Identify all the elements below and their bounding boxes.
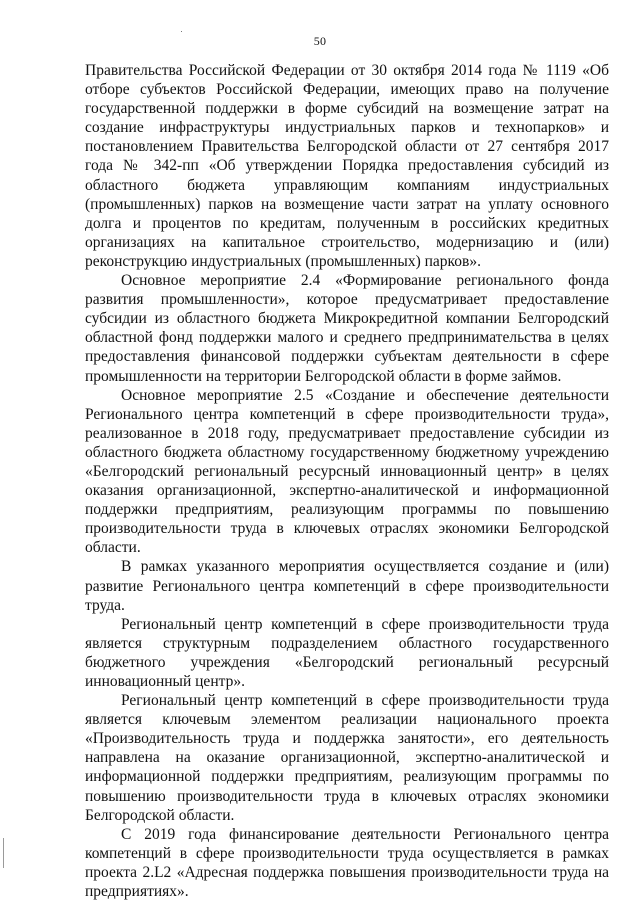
paragraph-center-status: Региональный центр компетенций в сфере производительности труда является структурным подразделением областного государственного бюджетного учреждения «Белгородский региональный ресурсный инновационный центр». bbox=[85, 615, 609, 690]
scan-edge-mark bbox=[3, 838, 4, 868]
document-body bbox=[85, 61, 609, 901]
paragraph-center-role: Региональный центр компетенций в сфере производительности труда является ключевым элементом реализации национального проекта «Производительность труда и поддержка занятости», его деятельность направлена на оказание организационной, экспертно-аналитической и информационной поддержки предприятиям, реализующим программы по повышению производительности труда в ключевых отраслях экономики Белгородской области. bbox=[85, 692, 609, 824]
paragraph-financing-2019: С 2019 года финансирование деятельности Регионального центра компетенций в сфере производительности труда осуществляется в рамках проекта 2.L2 «Адресная поддержка повышения производительности труда на предприятиях». bbox=[85, 825, 609, 901]
paragraph-measure-2-4: Основное мероприятие 2.4 «Формирование регионального фонда развития промышленности», которое предусматривает предоставление субсидии из областного бюджета Микрокредитной компании Белгородский областной фонд поддержки малого и среднего предпринимательства в целях предоставления финансовой поддержки субъектам деятельности в сфере промышленности на территории Белгородской области в форме займов. bbox=[85, 272, 609, 385]
paragraph-continuation: Правительства Российской Федерации от 30 октября 2014 года № 1119 «Об отборе субъектов Российской Федерации, имеющих право на получение государственной поддержки в форме субсидий на возмещение затрат на создание инфраструктуры индустриальных парков и технопарков» и постановлением Правительства Белгородской области от 27 сентября 2017 года № 342-пп «Об утверждении Порядка предоставления субсидий из областного бюджета управляющим компаниям индустриальных (промышленных) парков на возмещение части затрат на уплату основного долга и процентов по кредитам, полученным в российских кредитных организациях на капитальное строительство, модернизацию и (или) реконструкцию индустриальных (промышленных) парков». bbox=[85, 62, 609, 270]
page-number: 50 bbox=[313, 34, 327, 48]
paragraph-measure-scope: В рамках указанного мероприятия осуществляется создание и (или) развитие Регионального центра компетенций в сфере производительности труда. bbox=[85, 558, 609, 614]
paragraph-measure-2-5: Основное мероприятие 2.5 «Создание и обеспечение деятельности Регионального центра компетенций в сфере производительности труда», реализованное в 2018 году, предусматривает предоставление субсидии из областного бюджета областному государственному бюджетному учреждению «Белгородский региональный ресурсный инновационный центр» в целях оказания организационной, экспертно-аналитической и информационной поддержки предприятиям, реализующим программы по повышению производительности труда в ключевых отраслях экономики Белгородской области. bbox=[85, 386, 609, 557]
scan-speck bbox=[181, 31, 182, 32]
